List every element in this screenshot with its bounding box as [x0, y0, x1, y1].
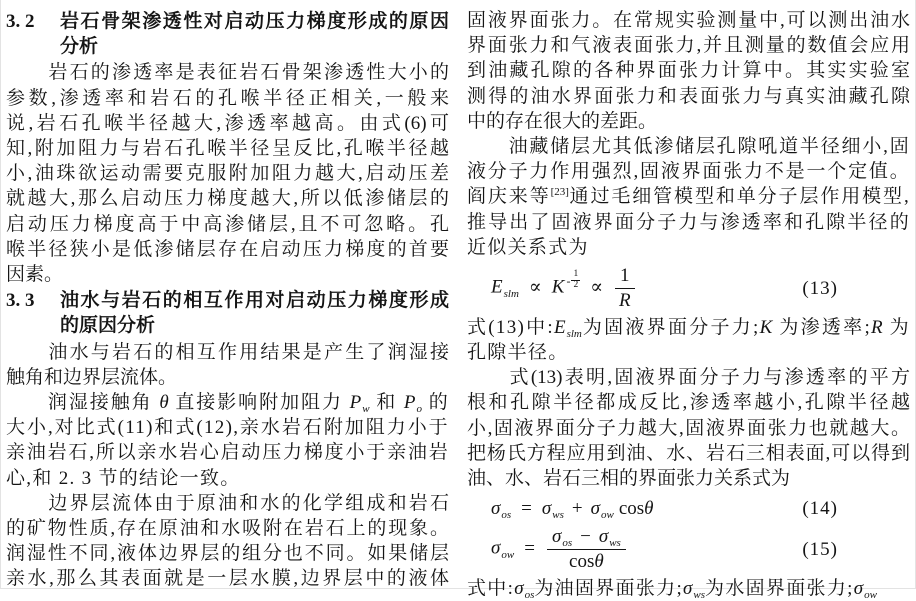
subscript: ow [600, 508, 614, 521]
para-eq13-definitions [467, 315, 910, 365]
equation-14-expression [491, 497, 802, 521]
text-line: 的矿物性质,存在原油和水吸附在岩石上的现象。 [6, 518, 449, 540]
text-run: 为水固界面张力; [705, 578, 854, 600]
fraction [615, 265, 635, 312]
text-run: 的大小,对比式(11)和式(12),亲水岩石附加阻力小于亲油岩石,所以亲水岩心启动压力梯度小于亲油岩心,和 2. 3 节的结论一致。 [6, 392, 449, 489]
K-symbol: K [551, 276, 565, 298]
text-line: 界面张力和气液表面张力,并且测量的数值会应用 [467, 35, 910, 57]
subscript: ow [501, 549, 515, 562]
section-title [60, 288, 449, 338]
denominator: 2 [573, 280, 579, 291]
denominator-R-symbol: R [618, 289, 631, 311]
subscript: os [562, 537, 573, 550]
text-line: 岩石骨架渗透性对启动压力梯度形成的原因 [60, 11, 449, 32]
section-number: 3. 2 [6, 11, 35, 32]
equation-14 [467, 496, 910, 521]
text-line: 亲水,那么其表面就是一层水膜,边界层中的液体 [6, 568, 449, 590]
equation-number: (14) [802, 498, 838, 520]
sigma-ws-symbol: σ [683, 578, 693, 600]
text-line: 喉半径狭小是低渗储层存在启动压力梯度的首要 [6, 238, 449, 260]
equation-13-expression [491, 265, 802, 312]
para-oil-water-interaction-intro [6, 340, 449, 390]
text-line: 小,油珠欲运动需要克服附加阻力越大,启动压差 [6, 163, 449, 185]
numerator: 1 [573, 269, 579, 280]
section-3-3-heading [6, 288, 449, 338]
theta-symbol: θ [159, 392, 169, 414]
K-symbol: K [759, 316, 773, 338]
subscript: os [524, 589, 535, 601]
equation-15 [467, 526, 910, 573]
text-run: 和 [369, 392, 404, 414]
text-run: 润湿接触角 [6, 392, 160, 414]
text-line: 岩石的渗透率是表征岩石骨架渗透性大小的 [6, 62, 449, 84]
equals-sign: = [524, 538, 535, 560]
text-line: 到油藏孔隙的各种界面张力计算中。其实实验室 [467, 60, 910, 82]
numerator [547, 526, 626, 550]
text-run: 式(13)中: [467, 316, 554, 338]
text-run: 为渗透率; [772, 316, 872, 338]
text-line: 边界层流体由于原油和水的化学组成和岩石 [6, 492, 449, 514]
text-run: 直接影响附加阻力 [168, 392, 350, 414]
equals-sign: = [521, 497, 532, 519]
subscript: o [416, 403, 422, 416]
subscript: os [501, 508, 512, 521]
para-wetting-contact-angle [6, 390, 449, 491]
E-symbol: E [553, 316, 566, 338]
R-symbol: R [871, 316, 883, 338]
pressure-o-symbol: P [403, 392, 416, 414]
cos-function: cos [618, 497, 645, 519]
text-line: 根和孔隙半径都成反比,渗透率越小,孔隙半径越 [467, 392, 910, 414]
subscript: slm [566, 327, 582, 340]
text-run: 为固液界面分子力; [581, 316, 760, 338]
section-3-2-heading [6, 9, 449, 59]
fraction [547, 526, 626, 573]
para-pore-throat-molecular-force [467, 134, 910, 260]
minus-sign: − [580, 526, 591, 548]
text-line: 小,固液界面分子力越大,固液界面张力也就越大。 [467, 417, 910, 439]
sigma-ow-symbol: σ [590, 497, 600, 519]
para-permeability-analysis [6, 60, 449, 287]
theta-symbol: θ [644, 497, 654, 519]
text-line: 油水与岩石的相互作用对启动压力梯度形成 [60, 290, 449, 312]
text-line: 油水与岩石的相互作用结果是产生了润湿接 [6, 341, 449, 363]
numerator: 1 [615, 265, 635, 289]
text-line: 参数,渗透率和岩石的孔喉半径正相关,一般来 [6, 87, 449, 109]
subscript: ws [552, 508, 564, 521]
para-eq14-15-definitions [467, 576, 910, 601]
left-column [6, 8, 449, 588]
text-line: 触角和边界层流体。 [6, 366, 178, 388]
text-line: 因素。 [6, 264, 64, 286]
section-title [60, 9, 449, 59]
sigma-ws-symbol: σ [598, 526, 609, 548]
text-line: 润湿性不同,液体边界层的组分也不同。如果储层 [6, 543, 449, 565]
equation-13 [467, 265, 910, 312]
citation-ref-23: [23] [550, 186, 569, 199]
text-line: 就越大,那么启动压力梯度越大,所以低渗储层的 [6, 188, 449, 210]
subscript: slm [503, 287, 519, 300]
equation-number: (13) [802, 277, 838, 299]
equation-15-expression [491, 526, 802, 573]
text-line: 测得的油水界面张力和表面张力与真实油藏孔隙 [467, 85, 910, 107]
text-line: 中的存在很大的差距。 [467, 110, 658, 132]
para-eq13-explanation [467, 365, 910, 491]
proportional-symbol: ∝ [528, 276, 542, 298]
text-run: 油藏储层尤其低渗储层孔隙吼道半径细小,固液分子力作用强烈,固液界面张力不是一个定值。阎庆来等 [467, 136, 910, 208]
denominator [569, 550, 604, 573]
sigma-ow-symbol: σ [491, 538, 501, 560]
right-column [467, 8, 910, 601]
cos-function: cos [569, 551, 595, 573]
text-line: 分析 [60, 36, 99, 58]
theta-symbol: θ [594, 551, 604, 573]
sigma-ws-symbol: σ [541, 497, 552, 519]
E-symbol: E [491, 276, 503, 298]
subscript: w [362, 403, 370, 416]
text-run: 式中: [467, 578, 515, 600]
subscript: ws [609, 537, 621, 550]
text-line: 把杨氏方程应用到油、水、岩石三相表面,可以得到 [467, 442, 910, 464]
text-line: 式(13)表明,固液界面分子力与渗透率的平方 [467, 367, 910, 389]
exponent-fraction [571, 270, 580, 291]
proportional-symbol: ∝ [590, 276, 604, 298]
sigma-ow-symbol: σ [853, 578, 864, 600]
exponent: - $\frac{1}{2}$ [566, 269, 579, 291]
text-line: 油、水、岩石三相的界面张力关系式为 [467, 467, 791, 489]
sigma-os-symbol: σ [551, 526, 562, 548]
text-line: 的原因分析 [60, 315, 156, 337]
text-line: 启动压力梯度高于中高渗储层,且不可忽略。孔 [6, 213, 449, 235]
pressure-w-symbol: P [349, 392, 362, 414]
para-interfacial-tension-measurement [467, 8, 910, 134]
sigma-os-symbol: σ [491, 497, 501, 519]
equation-number: (15) [802, 539, 838, 561]
text-line: 知,附加阻力与岩石孔喉半径呈反比,孔喉半径越 [6, 138, 449, 160]
text-run: 为油固界面张力; [534, 578, 684, 600]
para-boundary-layer-fluid [6, 491, 449, 592]
text-line: 说,岩石孔喉半径越大,渗透率越高。由式(6)可 [6, 112, 449, 134]
subscript: ws [693, 589, 706, 601]
text-run: 为孔隙半径。 [467, 316, 910, 363]
subscript: ow [864, 589, 877, 601]
sigma-os-symbol: σ [514, 578, 524, 600]
section-number: 3. 3 [6, 290, 35, 312]
plus-sign: + [571, 497, 583, 519]
text-run: 通过毛细管模型和单分子层作用模型,推导出了固液界面分子力与渗透率和孔隙半径的近似关系式为 [467, 186, 910, 258]
text-line: 固液界面张力。在常规实验测量中,可以测出油水 [467, 10, 910, 31]
